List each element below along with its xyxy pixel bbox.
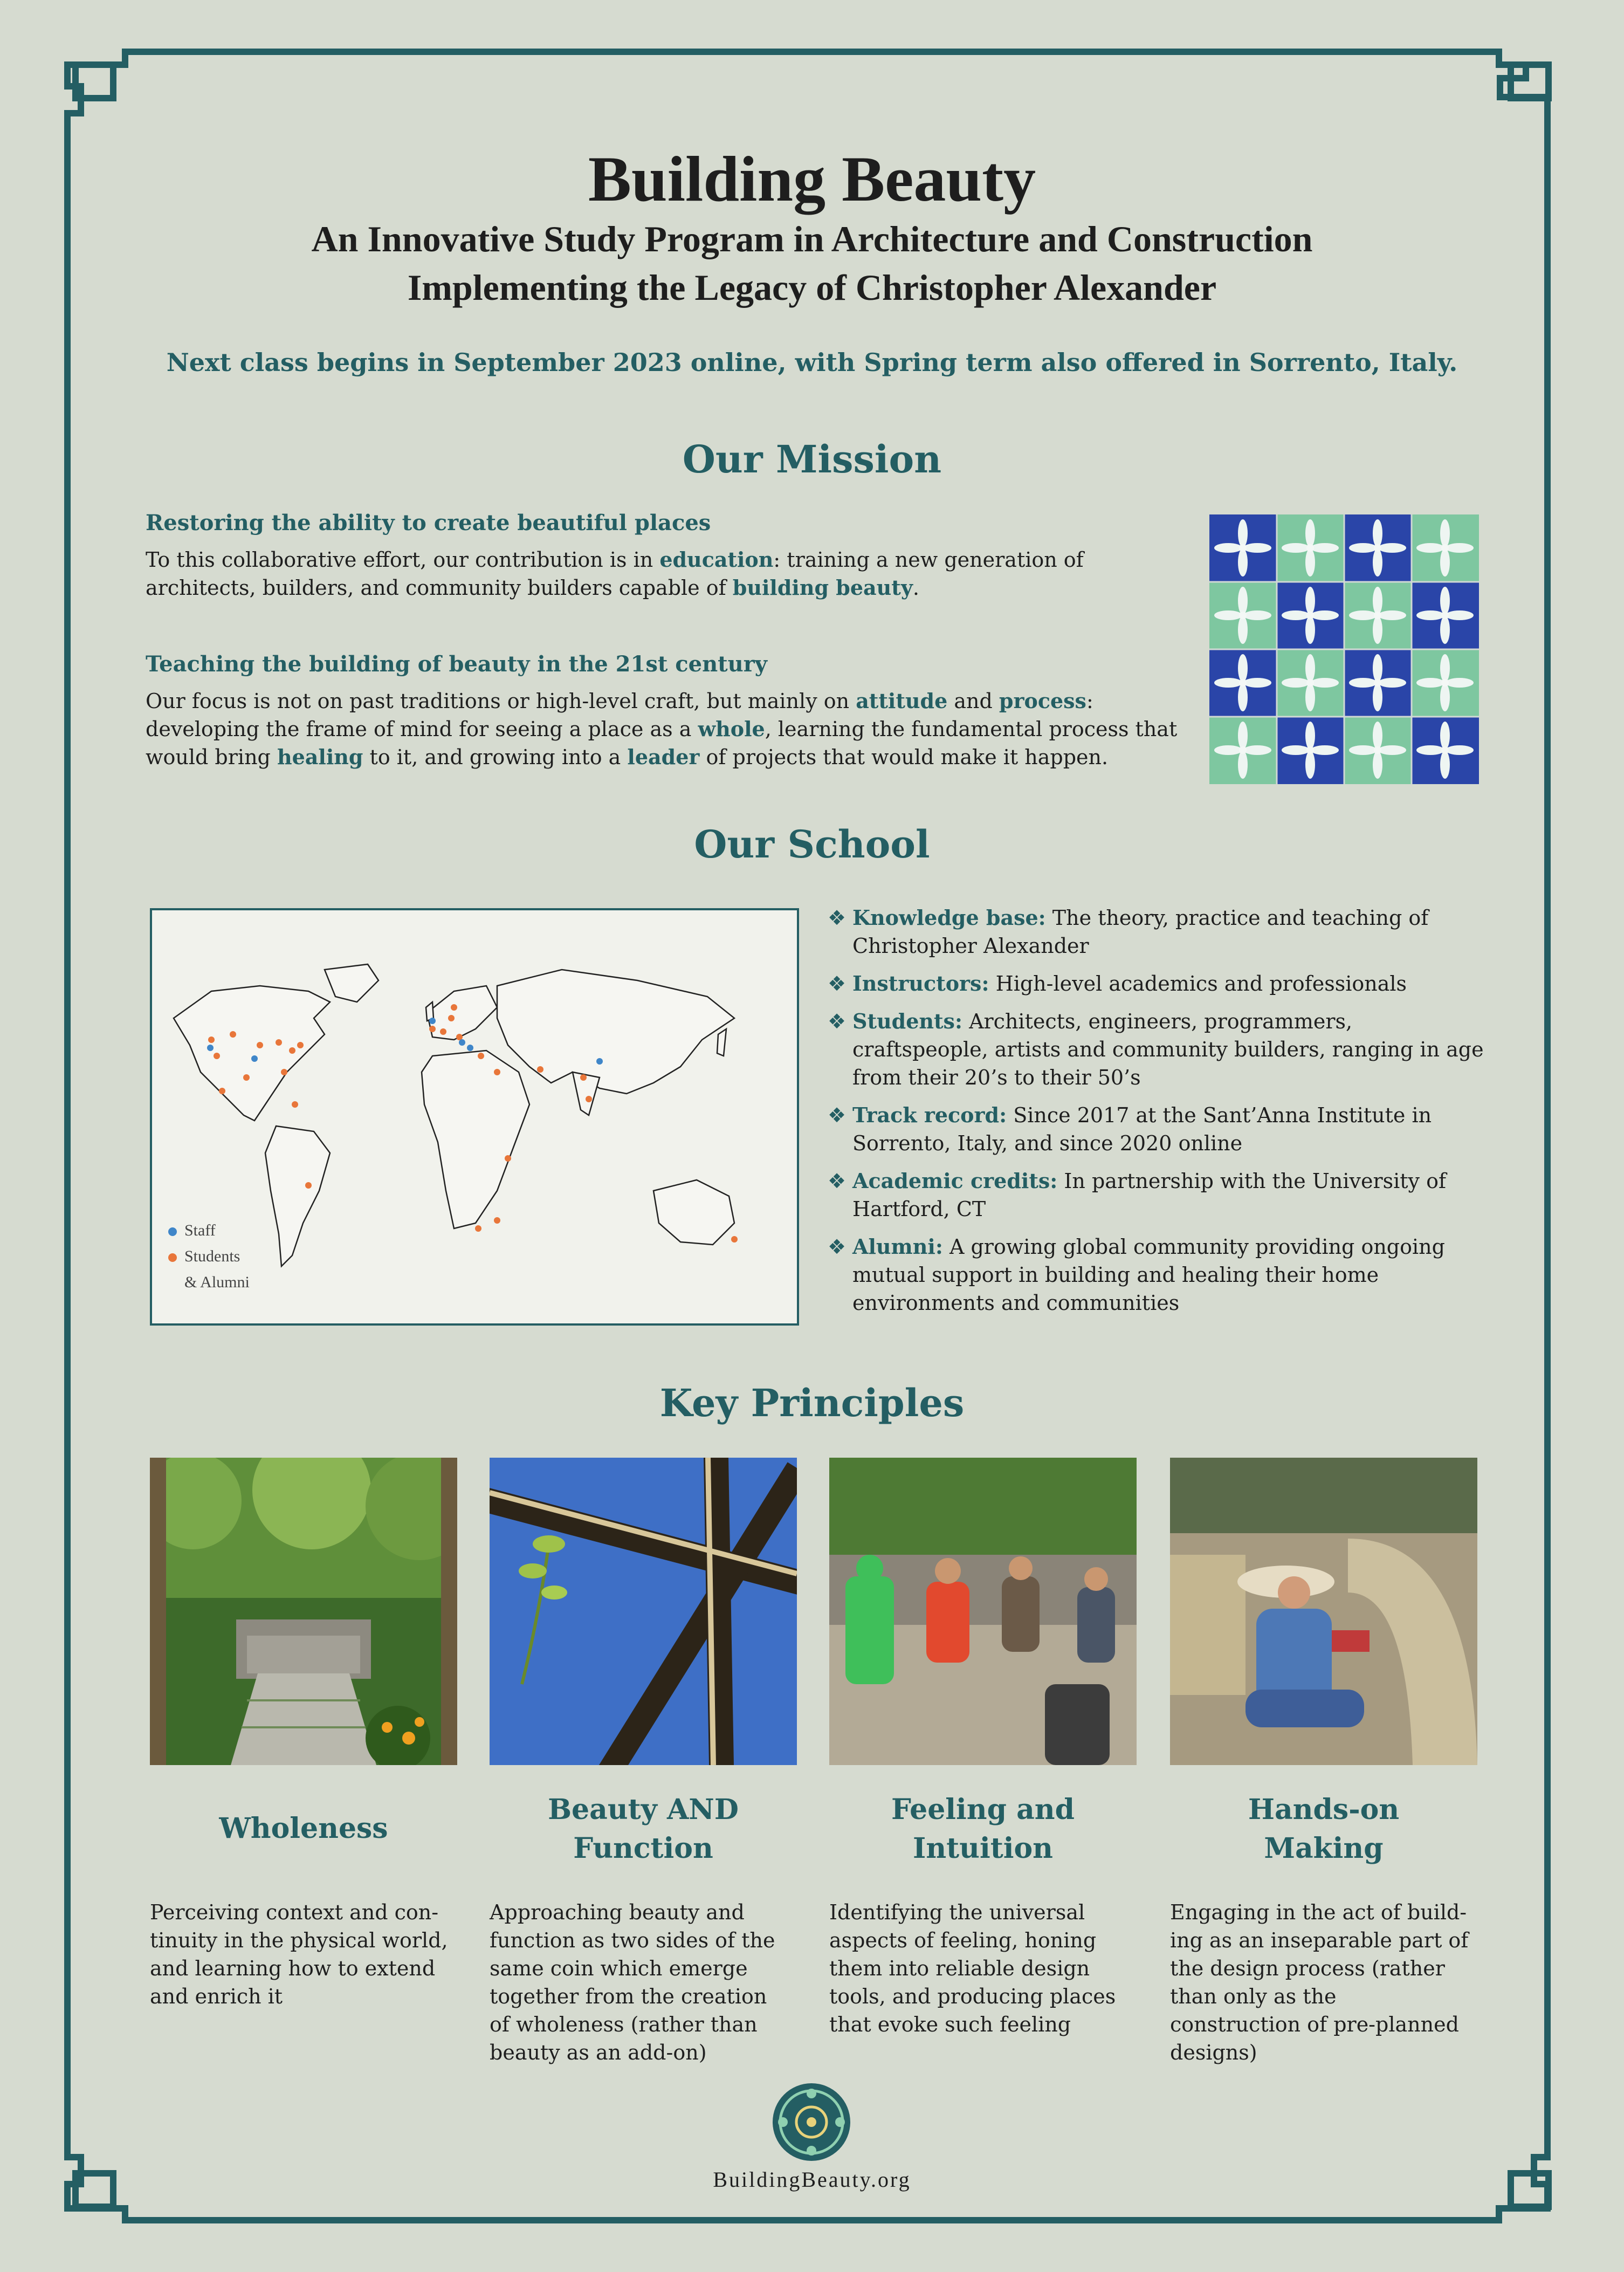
ceramic-tiles-image [1209,514,1479,784]
principle-title-wholeness: Wholeness [219,1812,388,1845]
diamond-bullet-icon: ❖ [828,1169,847,1193]
mission-subheading-1: Restoring the ability to create beautiful places [146,510,711,536]
garden-photo [150,1458,457,1765]
list-item: ❖ Academic credits: In partnership with the University of Hartford, CT [828,1167,1491,1223]
principles-heading: Key Principles [659,1381,965,1425]
school-heading: Our School [694,822,930,867]
mission-paragraph-2: Our focus is not on past traditions or high-level craft, but mainly on attitude and process: developing the frame of mind for seeing a place as a whole, learning the fundamental process that would bring healing to it, and growing into a leader of projects that would make it happen. [146,689,1178,769]
mission-heading: Our Mission [682,437,942,482]
principle-desc-feeling-intuition: Identifying the universal aspects of feeling, honing them into reliable design tools, and producing places that evoke such feeling [829,1900,1116,2036]
list-item: ❖ Knowledge base: The theory, practice and teaching of Christopher Alexander [828,904,1491,960]
principle-desc-beauty-function: Approaching beauty and function as two sides of the same coin which emerge together from the creation of wholeness (rather than beauty as an add-on) [490,1900,775,2064]
building-beauty-logo-icon [771,2082,852,2163]
world-map [150,908,799,1326]
pergola-sky-photo [490,1458,797,1765]
map-legend [168,1218,250,1295]
next-class-announcement: Next class begins in September 2023 online, with Spring term also offered in Sorrento, Italy. [166,348,1458,377]
diamond-bullet-icon: ❖ [828,1103,847,1127]
group-discussion-photo [829,1458,1137,1765]
subtitle-line-2: Implementing the Legacy of Christopher Alexander [407,267,1217,308]
subtitle-line-1: An Innovative Study Program in Architecture and Construction [311,218,1313,259]
staff-dot-icon [168,1227,177,1236]
website-url: BuildingBeauty.org [713,2167,911,2192]
diamond-bullet-icon: ❖ [828,906,847,930]
legend-students: Students [184,1247,240,1265]
principle-title-feeling-intuition: Feeling and Intuition [891,1793,1075,1865]
list-item: ❖ Instructors: High-level academics and professionals [828,970,1491,998]
principle-title-beauty-function: Beauty AND Function [548,1793,739,1865]
diamond-bullet-icon: ❖ [828,1010,847,1033]
legend-staff: Staff [184,1221,216,1239]
hands-on-building-photo [1170,1458,1477,1765]
principle-title-hands-on-making: Hands-on Making [1248,1793,1400,1865]
principle-desc-wholeness: Perceiving context and con-tinuity in the physical world, and learning how to extend and enrich it [150,1900,448,2008]
students-dot-icon [168,1253,177,1262]
list-item: ❖ Track record: Since 2017 at the Sant’Anna Institute in Sorrento, Italy, and since 2020 online [828,1101,1491,1157]
list-item: ❖ Alumni: A growing global community providing ongoing mutual support in building and healing their home environments and communities [828,1233,1491,1317]
list-item: ❖ Students: Architects, engineers, programmers, craftspeople, artists and community builders, ranging in age from their 20’s to their 50’s [828,1007,1491,1092]
legend-alumni: & Alumni [184,1273,250,1291]
diamond-bullet-icon: ❖ [828,972,847,996]
page-title: Building Beauty [588,143,1036,215]
principle-desc-hands-on-making: Engaging in the act of build-ing as an inseparable part of the design process (rather than only as the construction of pre-planned designs) [1170,1900,1469,2064]
mission-subheading-2: Teaching the building of beauty in the 21st century [146,651,768,677]
mission-paragraph-1: To this collaborative effort, our contribution is in education: training a new generation of architects, builders, and community builders capable of building beauty. [146,547,1084,600]
diamond-bullet-icon: ❖ [828,1235,847,1259]
school-facts-list [828,904,1491,1327]
